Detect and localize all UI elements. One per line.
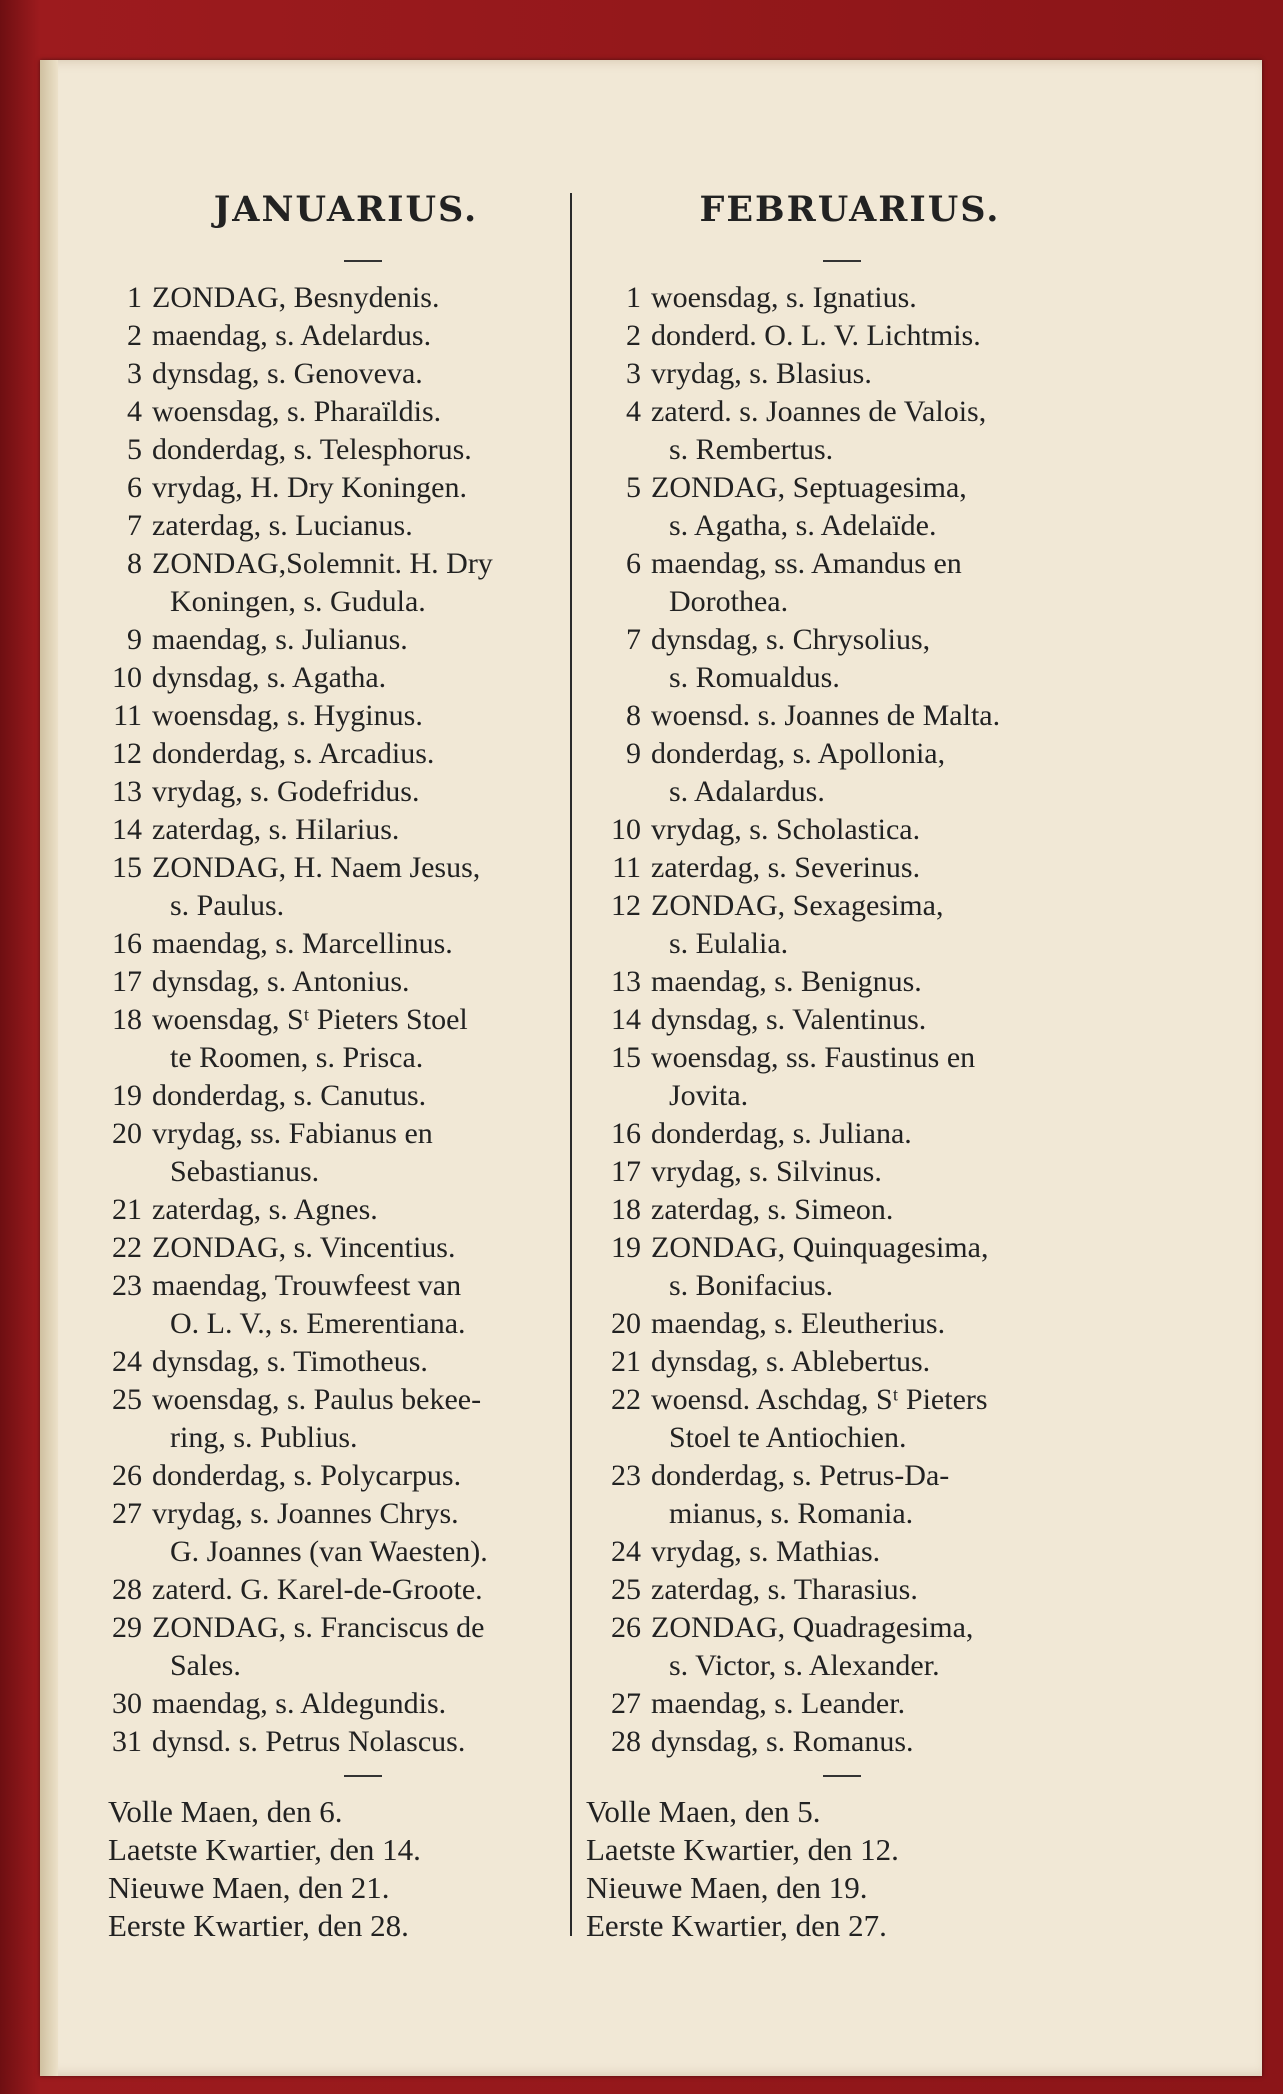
day-text-line: dynsdag, s. Ablebertus.	[651, 1345, 931, 1378]
day-entry	[86, 773, 566, 811]
day-entry	[585, 1305, 1105, 1343]
day-number: 31	[112, 1725, 142, 1758]
day-number: 22	[112, 1231, 142, 1264]
day-number: 24	[112, 1345, 142, 1378]
day-entry	[585, 1039, 1105, 1115]
day-text-line: ZONDAG, s. Franciscus de	[152, 1611, 485, 1644]
day-text	[152, 1115, 566, 1191]
day-text	[651, 849, 1105, 887]
day-number: 3	[626, 357, 641, 390]
calendar-page	[40, 60, 1262, 2076]
day-text	[152, 1571, 566, 1609]
day-text-line: donderdag, s. Telesphorus.	[152, 433, 472, 466]
day-text-line: dynsdag, s. Timotheus.	[152, 1345, 428, 1378]
day-number: 19	[611, 1231, 641, 1264]
day-number: 28	[112, 1573, 142, 1606]
day-text-line: zaterd. s. Joannes de Valois,	[651, 395, 987, 428]
day-text	[651, 735, 1105, 811]
moon-phase-line: Laetste Kwartier, den 14.	[108, 1832, 421, 1867]
day-number: 16	[112, 927, 142, 960]
day-text	[152, 1457, 566, 1495]
day-number: 13	[112, 775, 142, 808]
day-entry	[585, 355, 1105, 393]
day-text-line: dynsdag, s. Valentinus.	[651, 1003, 927, 1036]
day-entry	[585, 1457, 1105, 1533]
day-text	[152, 317, 566, 355]
day-text-line: maendag, s. Leander.	[651, 1687, 906, 1720]
moons-rule	[344, 1775, 382, 1777]
day-entry	[86, 355, 566, 393]
day-text	[152, 773, 566, 811]
day-entry	[86, 659, 566, 697]
day-text-line: s. Victor, s. Alexander.	[669, 1649, 940, 1682]
day-text-line: dynsdag, s. Chrysolius,	[651, 623, 931, 656]
day-text	[152, 697, 566, 735]
day-text-line: vrydag, s. Godefridus.	[152, 775, 420, 808]
day-number: 15	[611, 1041, 641, 1074]
day-entry	[86, 393, 566, 431]
day-number: 14	[611, 1003, 641, 1036]
day-number: 12	[112, 737, 142, 770]
day-text-line: donderd. O. L. V. Lichtmis.	[651, 319, 981, 352]
day-text-line: ZONDAG, Quinquagesima,	[651, 1231, 989, 1264]
day-text-line: vrydag, ss. Fabianus en	[152, 1117, 433, 1150]
day-text-line: zaterdag, s. Simeon.	[651, 1193, 894, 1226]
day-text	[152, 1001, 566, 1077]
day-text	[651, 1609, 1105, 1685]
day-entry	[585, 279, 1105, 317]
day-text	[651, 887, 1105, 963]
day-entry	[585, 393, 1105, 469]
day-entry	[86, 735, 566, 773]
day-number: 27	[611, 1687, 641, 1720]
day-text	[152, 355, 566, 393]
day-number: 5	[127, 433, 142, 466]
day-number: 26	[112, 1459, 142, 1492]
day-number: 30	[112, 1687, 142, 1720]
day-text	[152, 811, 566, 849]
day-text-line: vrydag, s. Mathias.	[651, 1535, 881, 1568]
day-text-line: mianus, s. Romania.	[669, 1497, 914, 1530]
day-number: 4	[127, 395, 142, 428]
day-text-line: s. Agatha, s. Adelaïde.	[669, 509, 937, 542]
day-entry	[86, 1343, 566, 1381]
day-number: 29	[112, 1611, 142, 1644]
day-text	[651, 1457, 1105, 1533]
day-text	[152, 431, 566, 469]
day-text	[152, 735, 566, 773]
day-text	[651, 697, 1105, 735]
moon-phase-line: Volle Maen, den 5.	[586, 1794, 821, 1829]
title-rule	[344, 260, 382, 262]
day-number: 17	[112, 965, 142, 998]
day-text-line: dynsdag, s. Agatha.	[152, 661, 387, 694]
day-entry	[86, 1609, 566, 1685]
day-text-line: maendag, s. Adelardus.	[152, 319, 432, 352]
day-number: 13	[611, 965, 641, 998]
day-number: 14	[112, 813, 142, 846]
day-number: 18	[611, 1193, 641, 1226]
day-number: 26	[611, 1611, 641, 1644]
day-text-line: ZONDAG, Besnydenis.	[152, 281, 440, 314]
day-number: 6	[127, 471, 142, 504]
day-text-line: maendag, s. Eleutherius.	[651, 1307, 946, 1340]
day-entry	[585, 545, 1105, 621]
january-title: JANUARIUS.	[213, 189, 479, 230]
day-entry	[86, 1685, 566, 1723]
day-text	[651, 1191, 1105, 1229]
day-number: 8	[626, 699, 641, 732]
day-entry	[585, 887, 1105, 963]
day-number: 2	[127, 319, 142, 352]
day-text-line: s. Bonifacius.	[669, 1269, 834, 1302]
day-text-line: ring, s. Publius.	[170, 1421, 358, 1454]
day-entry	[86, 1077, 566, 1115]
day-text-line: maendag, s. Benignus.	[651, 965, 922, 998]
day-entry	[585, 1153, 1105, 1191]
day-text-line: ZONDAG, Septuagesima,	[651, 471, 967, 504]
day-entry	[86, 1191, 566, 1229]
day-entry	[86, 469, 566, 507]
day-text-line: s. Adalardus.	[669, 775, 825, 808]
day-entry	[585, 469, 1105, 545]
day-entry	[86, 1381, 566, 1457]
day-text-line: donderdag, s. Polycarpus.	[152, 1459, 462, 1492]
day-text-line: donderdag, s. Canutus.	[152, 1079, 427, 1112]
day-text-line: vrydag, s. Silvinus.	[651, 1155, 882, 1188]
day-number: 16	[611, 1117, 641, 1150]
day-entry	[86, 1229, 566, 1267]
day-text	[152, 1381, 566, 1457]
day-number: 28	[611, 1725, 641, 1758]
day-entry	[585, 811, 1105, 849]
day-entry	[86, 507, 566, 545]
january-entries	[86, 279, 566, 1761]
day-text	[651, 1305, 1105, 1343]
day-text-line: woensdag, s. Hyginus.	[152, 699, 423, 732]
day-text	[651, 1381, 1105, 1457]
day-text-line: maendag, s. Julianus.	[152, 623, 408, 656]
day-entry	[585, 1533, 1105, 1571]
day-text-line: Dorothea.	[669, 585, 789, 618]
day-text	[651, 621, 1105, 697]
day-number: 25	[611, 1573, 641, 1606]
day-number: 7	[626, 623, 641, 656]
day-text-line: zaterdag, s. Tharasius.	[651, 1573, 918, 1606]
february-entries	[585, 279, 1105, 1761]
day-text	[152, 1495, 566, 1571]
moon-phase-line: Volle Maen, den 6.	[108, 1794, 343, 1829]
moon-phase-line: Nieuwe Maen, den 21.	[108, 1870, 390, 1905]
day-text-line: maendag, s. Marcellinus.	[152, 927, 453, 960]
day-text	[152, 963, 566, 1001]
moon-phase-line: Laetste Kwartier, den 12.	[586, 1832, 899, 1867]
january-moon-phases	[86, 1793, 566, 1945]
day-entry	[86, 849, 566, 925]
day-entry	[585, 1229, 1105, 1305]
day-text-line: dynsdag, s. Romanus.	[651, 1725, 914, 1758]
day-text-line: Sales.	[170, 1649, 241, 1682]
day-entry	[86, 1001, 566, 1077]
day-text	[651, 355, 1105, 393]
day-entry	[585, 1001, 1105, 1039]
day-text-line: dynsdag, s. Genoveva.	[152, 357, 423, 390]
day-text	[152, 279, 566, 317]
day-text	[651, 1115, 1105, 1153]
day-entry	[86, 925, 566, 963]
day-entry	[86, 963, 566, 1001]
day-text	[152, 1191, 566, 1229]
february-moon-phases	[585, 1793, 1105, 1945]
day-text-line: Stoel te Antiochien.	[669, 1421, 907, 1454]
day-text-line: woensd. s. Joannes de Malta.	[651, 699, 1001, 732]
day-number: 2	[626, 319, 641, 352]
day-text	[651, 1039, 1105, 1115]
moon-phase-line: Eerste Kwartier, den 27.	[586, 1908, 887, 1943]
day-number: 25	[112, 1383, 142, 1416]
day-text	[651, 393, 1105, 469]
day-entry	[585, 1723, 1105, 1761]
day-text	[651, 279, 1105, 317]
day-entry	[585, 849, 1105, 887]
day-entry	[585, 735, 1105, 811]
day-number: 5	[626, 471, 641, 504]
day-text-line: Sebastianus.	[170, 1155, 320, 1188]
day-entry	[86, 545, 566, 621]
day-entry	[86, 1571, 566, 1609]
february-title: FEBRUARIUS.	[699, 189, 1001, 230]
day-number: 17	[611, 1155, 641, 1188]
day-entry	[585, 1115, 1105, 1153]
day-text-line: te Roomen, s. Prisca.	[170, 1041, 424, 1074]
page-gutter	[40, 60, 58, 2076]
day-text-line: s. Romualdus.	[669, 661, 840, 694]
moons-rule	[823, 1775, 861, 1777]
day-number: 18	[112, 1003, 142, 1036]
day-number: 11	[113, 699, 142, 732]
day-text-line: donderdag, s. Petrus-Da-	[651, 1459, 950, 1492]
day-text	[152, 1267, 566, 1343]
day-text-line: zaterdag, s. Severinus.	[651, 851, 921, 884]
moon-phase-line: Nieuwe Maen, den 19.	[586, 1870, 868, 1905]
day-number: 20	[112, 1117, 142, 1150]
day-number: 23	[611, 1459, 641, 1492]
day-text	[152, 849, 566, 925]
day-entry	[585, 1343, 1105, 1381]
day-number: 20	[611, 1307, 641, 1340]
day-text	[651, 1153, 1105, 1191]
day-number: 27	[112, 1497, 142, 1530]
january-column	[86, 185, 566, 1945]
day-text-line: vrydag, s. Joannes Chrys.	[152, 1497, 459, 1530]
day-text-line: maendag, s. Aldegundis.	[152, 1687, 447, 1720]
day-text	[651, 811, 1105, 849]
day-entry	[585, 963, 1105, 1001]
day-entry	[86, 1495, 566, 1571]
day-text-line: zaterdag, s. Agnes.	[152, 1193, 378, 1226]
day-entry	[585, 317, 1105, 355]
day-number: 7	[127, 509, 142, 542]
title-rule	[823, 260, 861, 262]
day-text-line: ZONDAG, Sexagesima,	[651, 889, 944, 922]
day-entry	[86, 1267, 566, 1343]
day-number: 1	[626, 281, 641, 314]
day-number: 11	[612, 851, 641, 884]
day-number: 9	[127, 623, 142, 656]
day-number: 12	[611, 889, 641, 922]
day-text	[152, 1343, 566, 1381]
day-text-line: zaterdag, s. Lucianus.	[152, 509, 413, 542]
day-text	[152, 1077, 566, 1115]
day-number: 4	[626, 395, 641, 428]
day-text-line: woensdag, ss. Faustinus en	[651, 1041, 976, 1074]
day-text	[152, 1609, 566, 1685]
day-entry	[585, 1571, 1105, 1609]
day-text-line: woensd. Aschdag, Sᵗ Pieters	[651, 1383, 988, 1416]
day-text	[651, 963, 1105, 1001]
day-number: 21	[611, 1345, 641, 1378]
day-number: 1	[127, 281, 142, 314]
day-number: 21	[112, 1193, 142, 1226]
day-text-line: vrydag, H. Dry Koningen.	[152, 471, 467, 504]
day-text-line: dynsd. s. Petrus Nolascus.	[152, 1725, 466, 1758]
day-text	[152, 1723, 566, 1761]
day-number: 22	[611, 1383, 641, 1416]
day-text	[152, 507, 566, 545]
day-text	[152, 1685, 566, 1723]
day-text	[651, 1343, 1105, 1381]
february-column	[585, 185, 1105, 1945]
day-text-line: O. L. V., s. Emerentiana.	[170, 1307, 466, 1340]
day-number: 8	[127, 547, 142, 580]
day-entry	[585, 1609, 1105, 1685]
day-number: 3	[127, 357, 142, 390]
day-number: 24	[611, 1535, 641, 1568]
day-text-line: zaterdag, s. Hilarius.	[152, 813, 400, 846]
day-text	[651, 1229, 1105, 1305]
day-text-line: woensdag, s. Pharaïldis.	[152, 395, 442, 428]
day-text	[651, 317, 1105, 355]
day-text-line: ZONDAG,Solemnit. H. Dry	[152, 547, 493, 580]
day-text-line: woensdag, s. Paulus bekee-	[152, 1383, 482, 1416]
day-text-line: s. Paulus.	[170, 889, 285, 922]
day-entry	[86, 279, 566, 317]
day-number: 6	[626, 547, 641, 580]
day-text	[152, 545, 566, 621]
day-text	[152, 659, 566, 697]
day-number: 15	[112, 851, 142, 884]
day-text-line: vrydag, s. Scholastica.	[651, 813, 921, 846]
day-entry	[585, 1685, 1105, 1723]
day-text	[651, 1001, 1105, 1039]
day-entry	[86, 1457, 566, 1495]
day-text-line: ZONDAG, H. Naem Jesus,	[152, 851, 481, 884]
day-entry	[86, 1723, 566, 1761]
day-text-line: zaterd. G. Karel-de-Groote.	[152, 1573, 483, 1606]
day-text-line: maendag, ss. Amandus en	[651, 547, 962, 580]
day-entry	[86, 1115, 566, 1191]
moon-phase-line: Eerste Kwartier, den 28.	[108, 1908, 409, 1943]
day-number: 9	[626, 737, 641, 770]
day-text-line: G. Joannes (van Waesten).	[170, 1535, 488, 1568]
day-text-line: ZONDAG, s. Vincentius.	[152, 1231, 456, 1264]
day-entry	[86, 431, 566, 469]
day-text-line: Jovita.	[669, 1079, 749, 1112]
day-text-line: woensdag, s. Ignatius.	[651, 281, 917, 314]
day-entry	[585, 697, 1105, 735]
day-text	[152, 621, 566, 659]
day-entry	[86, 811, 566, 849]
day-text	[651, 1723, 1105, 1761]
day-text-line: vrydag, s. Blasius.	[651, 357, 872, 390]
day-text-line: donderdag, s. Juliana.	[651, 1117, 912, 1150]
day-text-line: s. Eulalia.	[669, 927, 789, 960]
day-text	[152, 1229, 566, 1267]
day-text-line: woensdag, Sᵗ Pieters Stoel	[152, 1003, 468, 1036]
day-entry	[86, 697, 566, 735]
column-divider	[570, 193, 572, 1936]
day-text	[651, 1685, 1105, 1723]
day-entry	[86, 317, 566, 355]
day-entry	[585, 1191, 1105, 1229]
day-entry	[86, 621, 566, 659]
day-text	[152, 469, 566, 507]
day-text-line: Koningen, s. Gudula.	[170, 585, 426, 618]
day-number: 10	[611, 813, 641, 846]
day-entry	[585, 1381, 1105, 1457]
day-entry	[585, 621, 1105, 697]
day-text-line: s. Rembertus.	[669, 433, 834, 466]
day-text-line: ZONDAG, Quadragesima,	[651, 1611, 974, 1644]
day-text-line: dynsdag, s. Antonius.	[152, 965, 410, 998]
day-number: 23	[112, 1269, 142, 1302]
day-text	[651, 469, 1105, 545]
day-text-line: maendag, Trouwfeest van	[152, 1269, 462, 1302]
day-text	[152, 925, 566, 963]
day-text-line: donderdag, s. Apollonia,	[651, 737, 946, 770]
day-number: 19	[112, 1079, 142, 1112]
day-text	[651, 1571, 1105, 1609]
day-text	[152, 393, 566, 431]
day-number: 10	[112, 661, 142, 694]
day-text	[651, 1533, 1105, 1571]
day-text	[651, 545, 1105, 621]
day-text-line: donderdag, s. Arcadius.	[152, 737, 435, 770]
